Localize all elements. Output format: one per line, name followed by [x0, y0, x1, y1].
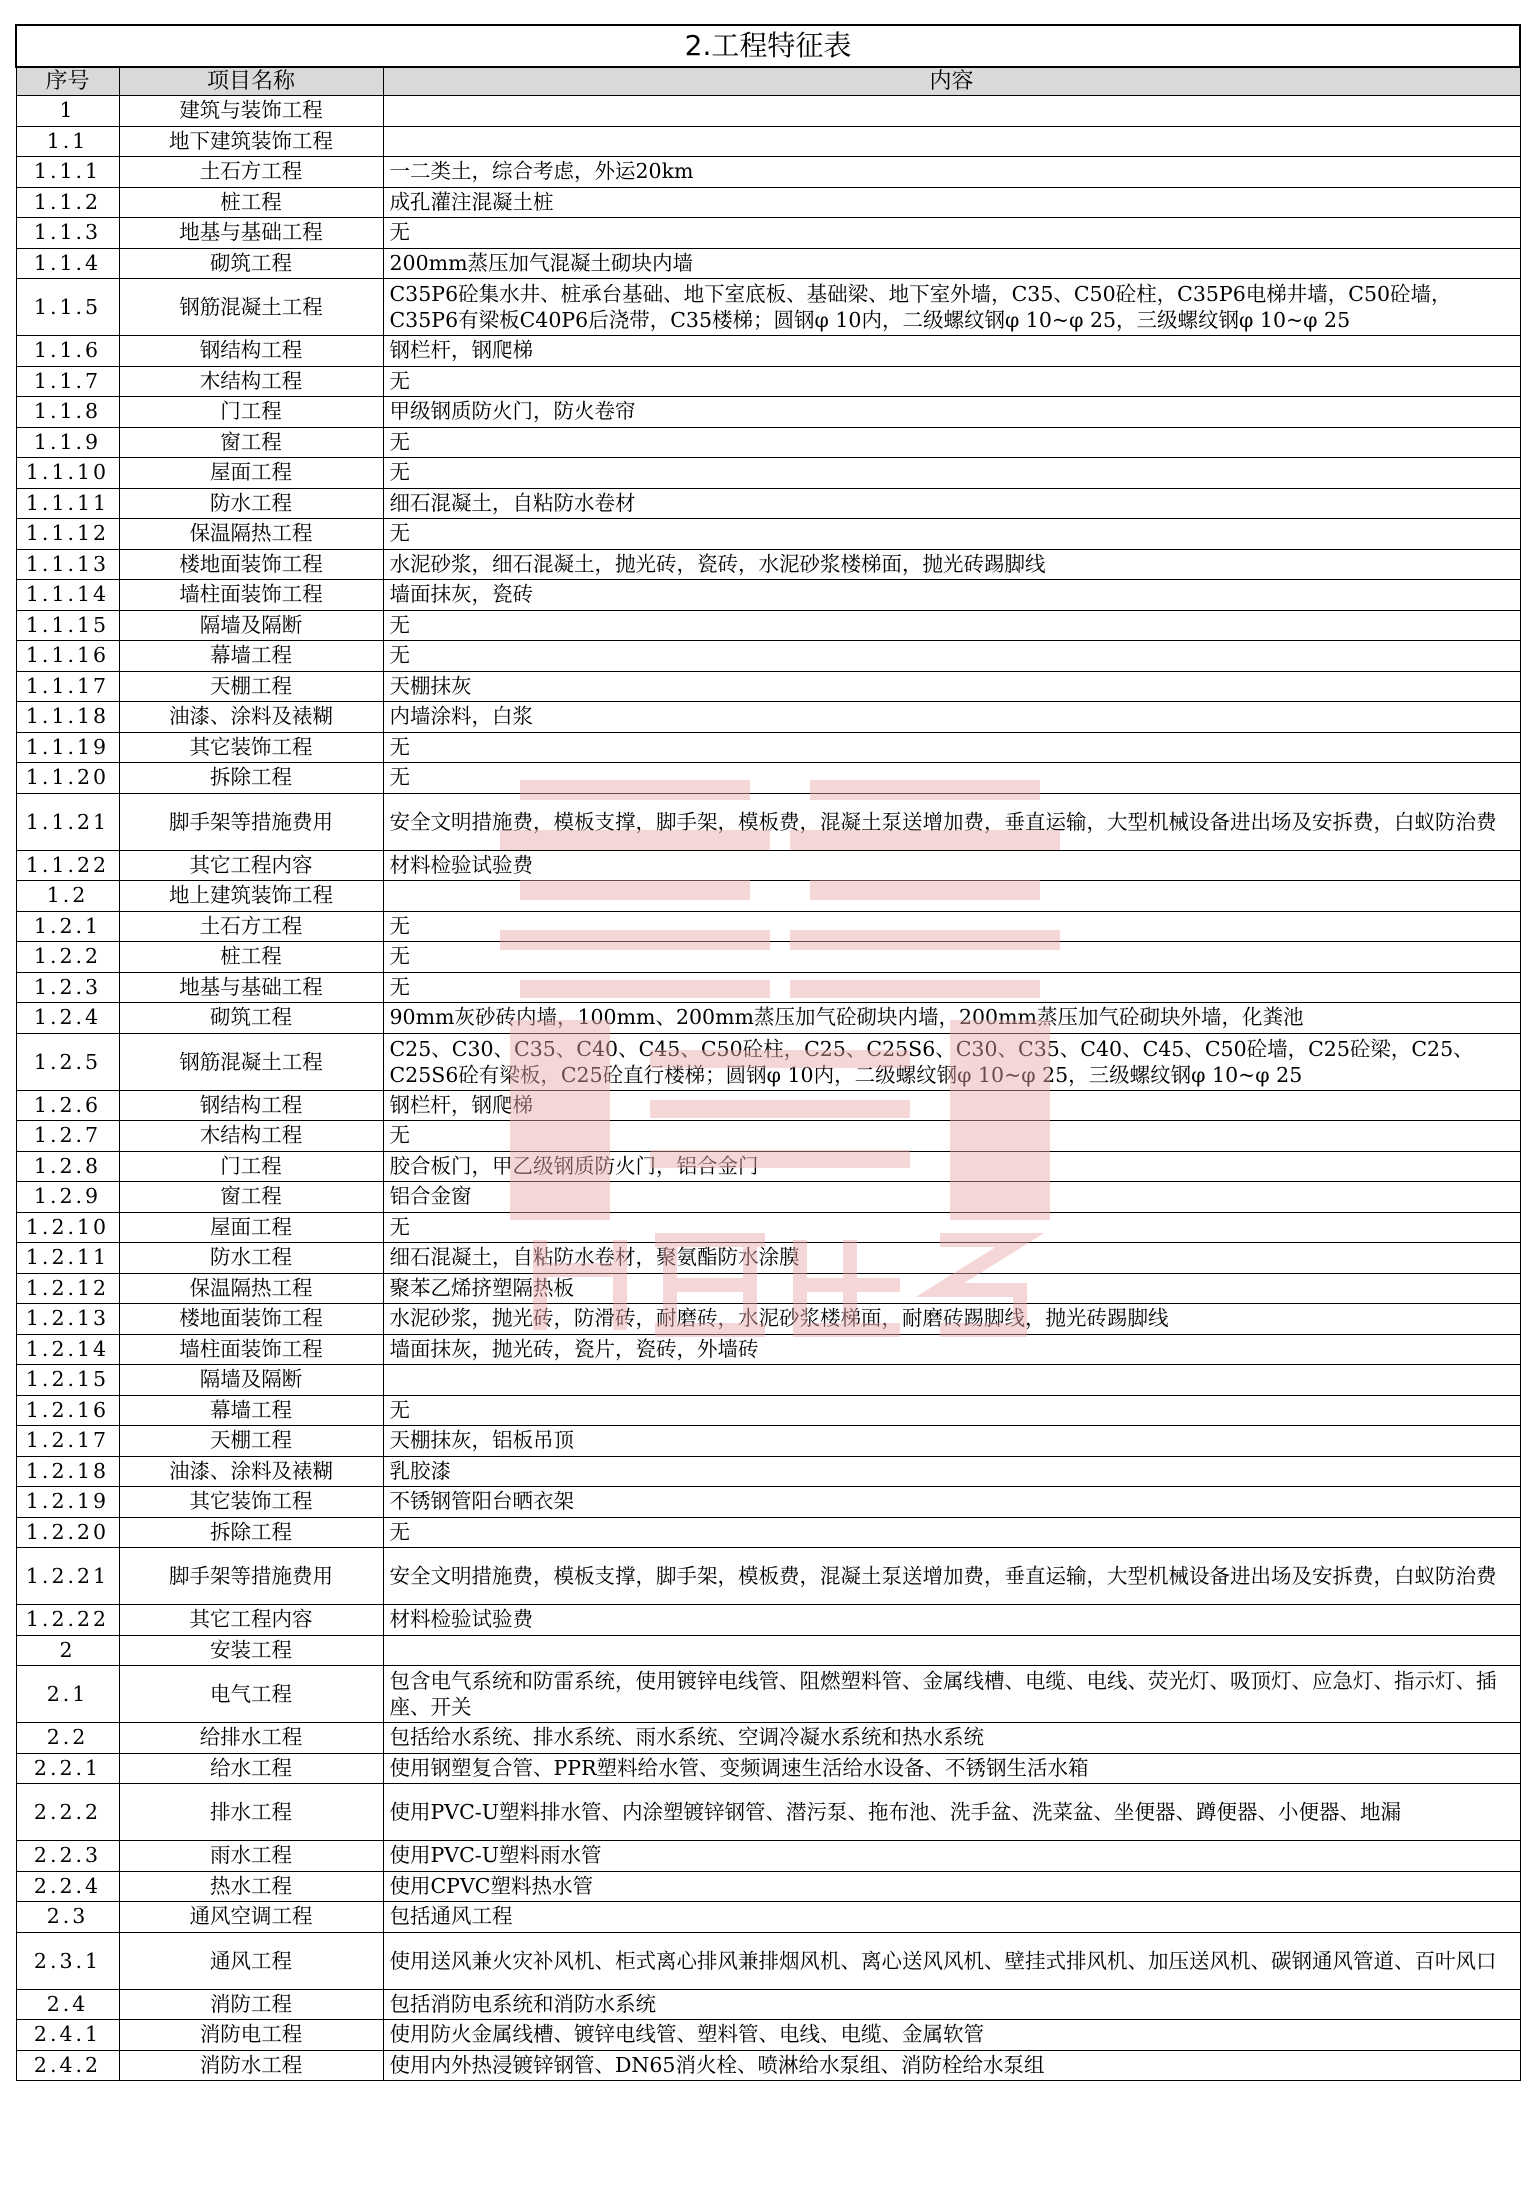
row-serial-no: 1.2	[16, 881, 119, 912]
row-content: 安全文明措施费，模板支撑，脚手架，模板费，混凝土泵送增加费，垂直运输，大型机械设备进出场及安拆费，白蚁防治费	[383, 793, 1520, 850]
table-row	[16, 2050, 1520, 2081]
row-item-name: 楼地面装饰工程	[119, 1304, 383, 1335]
row-content: 天棚抹灰，铝板吊顶	[383, 1426, 1520, 1457]
row-item-name: 油漆、涂料及裱糊	[119, 1456, 383, 1487]
row-content: 无	[383, 942, 1520, 973]
row-content: 包含电气系统和防雷系统，使用镀锌电线管、阻燃塑料管、金属线槽、电缆、电线、荧光灯、吸顶灯、应急灯、指示灯、插座、开关	[383, 1666, 1520, 1723]
row-content	[383, 881, 1520, 912]
table-row	[16, 96, 1520, 127]
row-serial-no: 1.2.19	[16, 1487, 119, 1518]
row-serial-no: 1.2.20	[16, 1517, 119, 1548]
row-content: 不锈钢管阳台晒衣架	[383, 1487, 1520, 1518]
row-serial-no: 2	[16, 1635, 119, 1666]
row-serial-no: 2.3	[16, 1902, 119, 1933]
row-item-name: 幕墙工程	[119, 1395, 383, 1426]
row-serial-no: 1.1	[16, 126, 119, 157]
table-row	[16, 911, 1520, 942]
row-serial-no: 1.2.3	[16, 972, 119, 1003]
row-serial-no: 1.2.6	[16, 1090, 119, 1121]
row-content: 无	[383, 641, 1520, 672]
row-serial-no: 1.1.1	[16, 157, 119, 188]
row-serial-no: 1.1.17	[16, 671, 119, 702]
row-serial-no: 1.1.7	[16, 366, 119, 397]
table-row	[16, 187, 1520, 218]
row-item-name: 保温隔热工程	[119, 1273, 383, 1304]
table-row	[16, 1003, 1520, 1034]
row-item-name: 墙柱面装饰工程	[119, 580, 383, 611]
table-row	[16, 1334, 1520, 1365]
row-serial-no: 1.2.11	[16, 1243, 119, 1274]
row-serial-no: 2.4.1	[16, 2020, 119, 2051]
row-item-name: 消防工程	[119, 1989, 383, 2020]
row-serial-no: 2.2.3	[16, 1841, 119, 1872]
row-content: 200mm蒸压加气混凝土砌块内墙	[383, 248, 1520, 279]
row-serial-no: 1.2.17	[16, 1426, 119, 1457]
table-row	[16, 1426, 1520, 1457]
table-row	[16, 671, 1520, 702]
table-row	[16, 1273, 1520, 1304]
row-content: 无	[383, 366, 1520, 397]
row-item-name: 钢筋混凝土工程	[119, 279, 383, 336]
row-serial-no: 1.2.10	[16, 1212, 119, 1243]
row-item-name: 油漆、涂料及裱糊	[119, 702, 383, 733]
row-serial-no: 1.1.8	[16, 397, 119, 428]
row-item-name: 防水工程	[119, 488, 383, 519]
table-row	[16, 1841, 1520, 1872]
row-item-name: 天棚工程	[119, 1426, 383, 1457]
row-content: 细石混凝土，自粘防水卷材，聚氨酯防水涂膜	[383, 1243, 1520, 1274]
row-content: 成孔灌注混凝土桩	[383, 187, 1520, 218]
table-row	[16, 1989, 1520, 2020]
row-item-name: 幕墙工程	[119, 641, 383, 672]
row-serial-no: 2.4	[16, 1989, 119, 2020]
row-item-name: 其它装饰工程	[119, 732, 383, 763]
row-content: 材料检验试验费	[383, 850, 1520, 881]
row-item-name: 通风工程	[119, 1932, 383, 1989]
table-row	[16, 1212, 1520, 1243]
row-content: 无	[383, 1395, 1520, 1426]
row-serial-no: 1.1.5	[16, 279, 119, 336]
row-item-name: 钢结构工程	[119, 336, 383, 367]
row-item-name: 防水工程	[119, 1243, 383, 1274]
row-content: 甲级钢质防火门，防火卷帘	[383, 397, 1520, 428]
row-item-name: 砌筑工程	[119, 1003, 383, 1034]
row-content: 水泥砂浆，细石混凝土，抛光砖，瓷砖，水泥砂浆楼梯面，抛光砖踢脚线	[383, 549, 1520, 580]
table-row	[16, 881, 1520, 912]
table-title: 2.工程特征表	[16, 25, 1520, 67]
row-serial-no: 1.2.18	[16, 1456, 119, 1487]
row-serial-no: 1.2.15	[16, 1365, 119, 1396]
row-content: 无	[383, 218, 1520, 249]
row-serial-no: 1.1.22	[16, 850, 119, 881]
row-content: 无	[383, 519, 1520, 550]
row-content: 胶合板门，甲乙级钢质防火门，铝合金门	[383, 1151, 1520, 1182]
row-content	[383, 96, 1520, 127]
row-serial-no: 1.1.19	[16, 732, 119, 763]
row-content: 使用防火金属线槽、镀锌电线管、塑料管、电线、电缆、金属软管	[383, 2020, 1520, 2051]
row-content: 包括给水系统、排水系统、雨水系统、空调冷凝水系统和热水系统	[383, 1723, 1520, 1754]
row-content: 墙面抹灰，瓷砖	[383, 580, 1520, 611]
row-content: 墙面抹灰，抛光砖，瓷片，瓷砖，外墙砖	[383, 1334, 1520, 1365]
row-item-name: 窗工程	[119, 1182, 383, 1213]
row-item-name: 屋面工程	[119, 458, 383, 489]
row-item-name: 给水工程	[119, 1753, 383, 1784]
row-serial-no: 1.1.21	[16, 793, 119, 850]
row-item-name: 热水工程	[119, 1871, 383, 1902]
row-content: 使用钢塑复合管、PPR塑料给水管、变频调速生活给水设备、不锈钢生活水箱	[383, 1753, 1520, 1784]
row-serial-no: 1.1.18	[16, 702, 119, 733]
row-content: 包括消防电系统和消防水系统	[383, 1989, 1520, 2020]
row-item-name: 门工程	[119, 1151, 383, 1182]
row-serial-no: 1.1.2	[16, 187, 119, 218]
table-row	[16, 732, 1520, 763]
row-serial-no: 2.4.2	[16, 2050, 119, 2081]
row-item-name: 桩工程	[119, 187, 383, 218]
table-row	[16, 458, 1520, 489]
row-content: 无	[383, 427, 1520, 458]
row-serial-no: 1.1.15	[16, 610, 119, 641]
table-row	[16, 397, 1520, 428]
row-item-name: 拆除工程	[119, 763, 383, 794]
table-row	[16, 1456, 1520, 1487]
table-row	[16, 1365, 1520, 1396]
table-row	[16, 1932, 1520, 1989]
table-row	[16, 972, 1520, 1003]
row-content: 水泥砂浆，抛光砖，防滑砖，耐磨砖，水泥砂浆楼梯面，耐磨砖踢脚线，抛光砖踢脚线	[383, 1304, 1520, 1335]
row-content: 无	[383, 1121, 1520, 1152]
table-row	[16, 1243, 1520, 1274]
row-item-name: 地基与基础工程	[119, 218, 383, 249]
row-serial-no: 1.2.16	[16, 1395, 119, 1426]
row-item-name: 门工程	[119, 397, 383, 428]
row-item-name: 电气工程	[119, 1666, 383, 1723]
row-serial-no: 2.3.1	[16, 1932, 119, 1989]
table-row	[16, 1605, 1520, 1636]
table-row	[16, 1666, 1520, 1723]
row-content: 包括通风工程	[383, 1902, 1520, 1933]
table-row	[16, 157, 1520, 188]
row-item-name: 地基与基础工程	[119, 972, 383, 1003]
table-row	[16, 1902, 1520, 1933]
row-serial-no: 1.1.13	[16, 549, 119, 580]
row-item-name: 排水工程	[119, 1784, 383, 1841]
row-content: C25、C30、C35、C40、C45、C50砼柱，C25、C25S6、C30、C35、C40、C45、C50砼墙，C25砼梁，C25、C25S6砼有梁板，C25砼直行楼梯；圆钢φ 10内，二级螺纹钢φ 10~φ 25，三级螺纹钢φ 10~φ 25	[383, 1033, 1520, 1090]
row-serial-no: 1.2.1	[16, 911, 119, 942]
table-row	[16, 1033, 1520, 1090]
table-row	[16, 248, 1520, 279]
table-row	[16, 702, 1520, 733]
row-serial-no: 1.2.13	[16, 1304, 119, 1335]
row-item-name: 保温隔热工程	[119, 519, 383, 550]
row-serial-no: 1.1.9	[16, 427, 119, 458]
row-content: 无	[383, 972, 1520, 1003]
row-item-name: 土石方工程	[119, 157, 383, 188]
row-serial-no: 2.1	[16, 1666, 119, 1723]
table-row	[16, 1723, 1520, 1754]
table-row	[16, 1753, 1520, 1784]
row-content: 使用PVC-U塑料雨水管	[383, 1841, 1520, 1872]
row-serial-no: 2.2.1	[16, 1753, 119, 1784]
header-serial-no: 序号	[16, 67, 119, 96]
row-serial-no: 1.2.22	[16, 1605, 119, 1636]
row-item-name: 钢结构工程	[119, 1090, 383, 1121]
table-row	[16, 763, 1520, 794]
row-serial-no: 1.2.2	[16, 942, 119, 973]
header-content: 内容	[383, 67, 1520, 96]
row-content: 无	[383, 1517, 1520, 1548]
row-serial-no: 1.2.12	[16, 1273, 119, 1304]
table-row	[16, 1182, 1520, 1213]
row-content: 一二类土，综合考虑，外运20km	[383, 157, 1520, 188]
row-content	[383, 1635, 1520, 1666]
row-content: 90mm灰砂砖内墙，100mm、200mm蒸压加气砼砌块内墙，200mm蒸压加气砼砌块外墙，化粪池	[383, 1003, 1520, 1034]
row-content	[383, 126, 1520, 157]
row-content: 使用PVC-U塑料排水管、内涂塑镀锌钢管、潜污泵、拖布池、洗手盆、洗菜盆、坐便器、蹲便器、小便器、地漏	[383, 1784, 1520, 1841]
row-content: 内墙涂料，白浆	[383, 702, 1520, 733]
row-item-name: 地下建筑装饰工程	[119, 126, 383, 157]
table-row	[16, 641, 1520, 672]
row-content: 安全文明措施费，模板支撑，脚手架，模板费，混凝土泵送增加费，垂直运输，大型机械设备进出场及安拆费，白蚁防治费	[383, 1548, 1520, 1605]
row-item-name: 拆除工程	[119, 1517, 383, 1548]
row-serial-no: 1.1.10	[16, 458, 119, 489]
row-item-name: 地上建筑装饰工程	[119, 881, 383, 912]
row-content: 聚苯乙烯挤塑隔热板	[383, 1273, 1520, 1304]
table-row	[16, 488, 1520, 519]
table-row	[16, 366, 1520, 397]
row-item-name: 脚手架等措施费用	[119, 1548, 383, 1605]
table-row	[16, 549, 1520, 580]
row-serial-no: 2.2.4	[16, 1871, 119, 1902]
row-item-name: 其它装饰工程	[119, 1487, 383, 1518]
row-item-name: 隔墙及隔断	[119, 1365, 383, 1396]
table-row	[16, 1784, 1520, 1841]
table-row	[16, 1121, 1520, 1152]
feature-sheet	[15, 24, 1519, 2081]
table-row	[16, 1517, 1520, 1548]
row-content: 使用CPVC塑料热水管	[383, 1871, 1520, 1902]
table-row	[16, 942, 1520, 973]
table-row	[16, 2020, 1520, 2051]
table-row	[16, 1395, 1520, 1426]
row-serial-no: 2.2.2	[16, 1784, 119, 1841]
row-serial-no: 1.2.5	[16, 1033, 119, 1090]
row-content: 钢栏杆，钢爬梯	[383, 336, 1520, 367]
row-serial-no: 1.1.16	[16, 641, 119, 672]
row-item-name: 墙柱面装饰工程	[119, 1334, 383, 1365]
row-serial-no: 1.1.20	[16, 763, 119, 794]
row-content: 无	[383, 732, 1520, 763]
row-content: 天棚抹灰	[383, 671, 1520, 702]
row-item-name: 消防水工程	[119, 2050, 383, 2081]
table-body	[16, 96, 1520, 2081]
row-serial-no: 1.1.6	[16, 336, 119, 367]
table-row	[16, 279, 1520, 336]
row-item-name: 消防电工程	[119, 2020, 383, 2051]
table-row	[16, 1151, 1520, 1182]
row-content: 无	[383, 1212, 1520, 1243]
row-content: 使用送风兼火灾补风机、柜式离心排风兼排烟风机、离心送风风机、壁挂式排风机、加压送风机、碳钢通风管道、百叶风口	[383, 1932, 1520, 1989]
table-row	[16, 427, 1520, 458]
row-serial-no: 1.2.21	[16, 1548, 119, 1605]
table-row	[16, 126, 1520, 157]
row-serial-no: 1.1.4	[16, 248, 119, 279]
table-row	[16, 610, 1520, 641]
table-row	[16, 1548, 1520, 1605]
row-serial-no: 1	[16, 96, 119, 127]
row-serial-no: 1.1.12	[16, 519, 119, 550]
table-row	[16, 218, 1520, 249]
row-item-name: 楼地面装饰工程	[119, 549, 383, 580]
row-content: 乳胶漆	[383, 1456, 1520, 1487]
feature-table	[15, 24, 1521, 2081]
table-row	[16, 1487, 1520, 1518]
row-content: 无	[383, 610, 1520, 641]
row-item-name: 桩工程	[119, 942, 383, 973]
row-serial-no: 1.2.8	[16, 1151, 119, 1182]
row-content: 使用内外热浸镀锌钢管、DN65消火栓、喷淋给水泵组、消防栓给水泵组	[383, 2050, 1520, 2081]
row-item-name: 建筑与装饰工程	[119, 96, 383, 127]
row-item-name: 土石方工程	[119, 911, 383, 942]
row-item-name: 天棚工程	[119, 671, 383, 702]
table-row	[16, 1635, 1520, 1666]
row-serial-no: 2.2	[16, 1723, 119, 1754]
row-item-name: 木结构工程	[119, 366, 383, 397]
row-serial-no: 1.1.11	[16, 488, 119, 519]
row-item-name: 脚手架等措施费用	[119, 793, 383, 850]
row-item-name: 雨水工程	[119, 1841, 383, 1872]
row-content: 无	[383, 458, 1520, 489]
row-content: 细石混凝土，自粘防水卷材	[383, 488, 1520, 519]
row-item-name: 给排水工程	[119, 1723, 383, 1754]
row-serial-no: 1.1.14	[16, 580, 119, 611]
row-serial-no: 1.2.9	[16, 1182, 119, 1213]
row-content: 钢栏杆，钢爬梯	[383, 1090, 1520, 1121]
row-item-name: 安装工程	[119, 1635, 383, 1666]
row-content: C35P6砼集水井、桩承台基础、地下室底板、基础梁、地下室外墙，C35、C50砼柱，C35P6电梯井墙，C50砼墙，C35P6有梁板C40P6后浇带，C35楼梯；圆钢φ 10内，二级螺纹钢φ 10~φ 25，三级螺纹钢φ 10~φ 25	[383, 279, 1520, 336]
row-item-name: 木结构工程	[119, 1121, 383, 1152]
row-item-name: 隔墙及隔断	[119, 610, 383, 641]
row-item-name: 屋面工程	[119, 1212, 383, 1243]
table-row	[16, 850, 1520, 881]
row-content: 材料检验试验费	[383, 1605, 1520, 1636]
table-row	[16, 1871, 1520, 1902]
row-item-name: 其它工程内容	[119, 850, 383, 881]
row-item-name: 通风空调工程	[119, 1902, 383, 1933]
row-serial-no: 1.2.4	[16, 1003, 119, 1034]
table-row	[16, 580, 1520, 611]
table-row	[16, 1304, 1520, 1335]
row-content: 铝合金窗	[383, 1182, 1520, 1213]
table-row	[16, 1090, 1520, 1121]
row-item-name: 窗工程	[119, 427, 383, 458]
row-content: 无	[383, 763, 1520, 794]
row-serial-no: 1.2.7	[16, 1121, 119, 1152]
row-content: 无	[383, 911, 1520, 942]
row-content	[383, 1365, 1520, 1396]
header-item-name: 项目名称	[119, 67, 383, 96]
row-serial-no: 1.1.3	[16, 218, 119, 249]
row-item-name: 砌筑工程	[119, 248, 383, 279]
row-serial-no: 1.2.14	[16, 1334, 119, 1365]
table-row	[16, 336, 1520, 367]
row-item-name: 其它工程内容	[119, 1605, 383, 1636]
table-row	[16, 793, 1520, 850]
table-row	[16, 519, 1520, 550]
row-item-name: 钢筋混凝土工程	[119, 1033, 383, 1090]
